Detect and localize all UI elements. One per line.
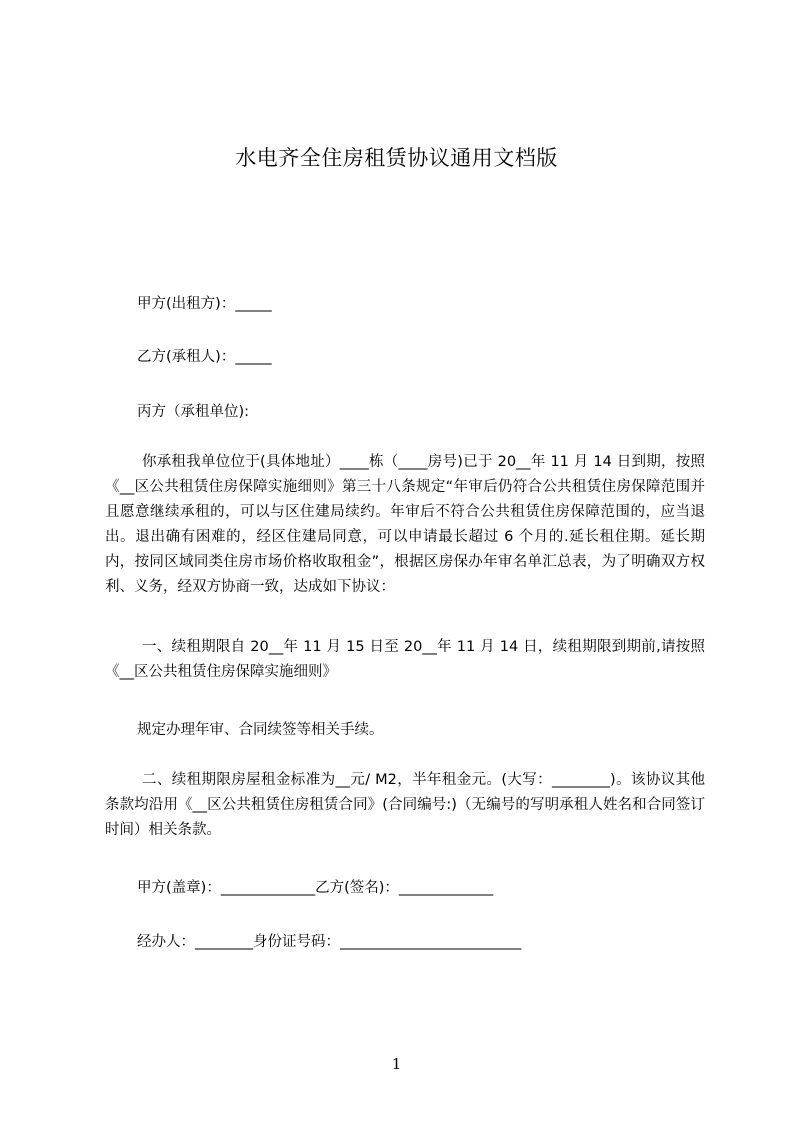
- intro-paragraph: 你承租我单位位于(具体地址）____栋（____房号)已于 20__年 11 月 14 日到期，按照《__区公共租赁住房保障实施细则》第三十八条规定“年审后仍符合公共租赁住房保障范围并且愿意继续承租的，可以与区住建局续约。年审后不符合公共租赁住房保障范围的，应当退出。退出确有困难的，经区住建局同意，可以申请最长超过 6 个月的.延长租住期。延长期内，按同区域同类住房市场价格收取租金”，根据区房保办年审名单汇总表，为了明确双方权利、义务，经双方协商一致，达成如下协议：: [105, 454, 705, 595]
- handler-line: 经办人：________身份证号码：_________________________: [137, 934, 522, 950]
- signature-line: 甲方(盖章)：_____________乙方(签名)：_____________: [137, 880, 494, 896]
- clause-2-paragraph: 二、续租期限房屋租金标准为__元/ M2，半年租金元。(大写：________)。该协议其他条款均沿用《__区公共租赁住房租赁合同》(合同编号:)（无编号的写明承租人姓名和合同签订时间）相关条款。: [105, 772, 705, 838]
- clause-1-paragraph: 一、续租期限自 20__年 11 月 15 日至 20__年 11 月 14 日，续租期限到期前,请按照《__区公共租赁住房保障实施细则》: [105, 639, 705, 680]
- document-title: 水电齐全住房租赁协议通用文档版: [235, 146, 558, 170]
- party-a-line: 甲方(出租方)：_____: [137, 296, 272, 312]
- party-c-line: 丙方（承租单位):: [137, 404, 250, 420]
- party-b-line: 乙方(承租人)：_____: [137, 349, 272, 365]
- page-number: 1: [391, 1055, 402, 1073]
- clause-1-continuation: 规定办理年审、合同续签等相关手续。: [137, 722, 384, 738]
